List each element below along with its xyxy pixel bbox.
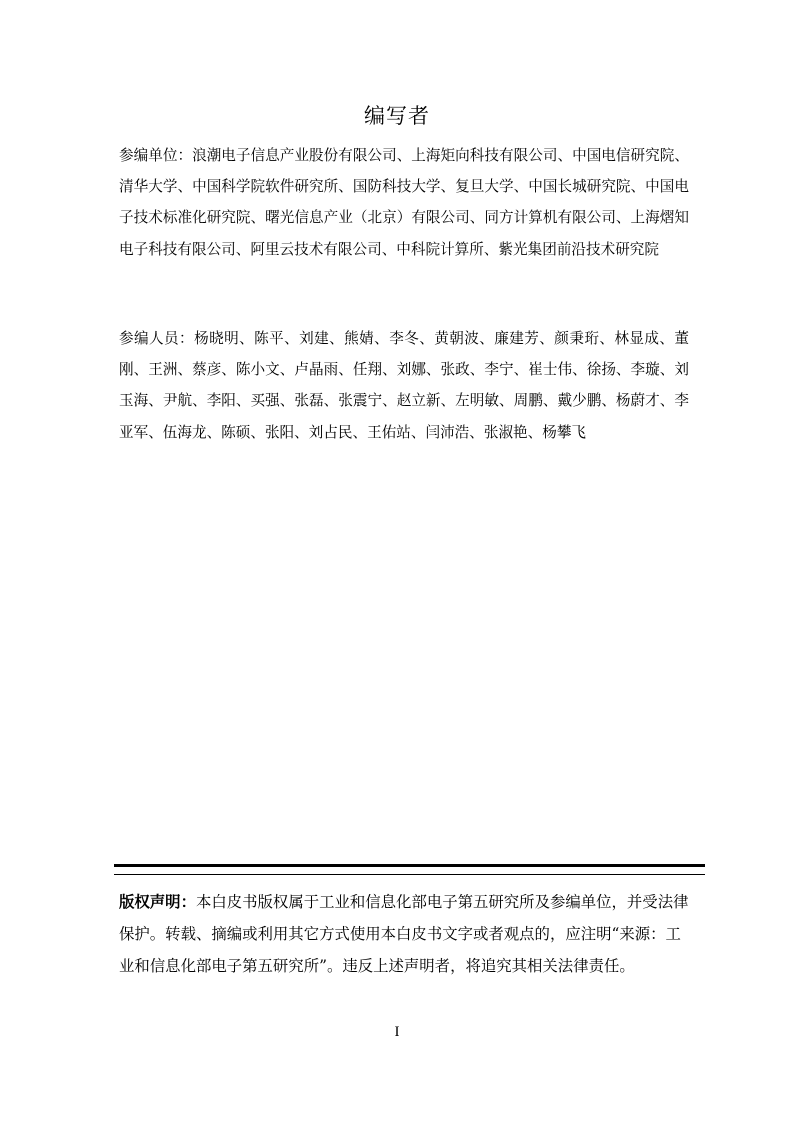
page-number: I [394,1024,400,1040]
participating-units-paragraph [119,140,689,265]
separator-thick-rule [114,864,705,867]
participating-members-label: 参编人员： [119,330,195,347]
separator-thin-rule [114,874,705,875]
copyright-text: 本白皮书版权属于工业和信息化部电子第五研究所及参编单位，并受法律保护。转载、摘编或利用其它方式使用本白皮书文字或者观点的，应注明“来源：工业和信息化部电子第五研究所”。违反上述声明者，将追究其相关法律责任。 [119,893,689,975]
page-title: 编写者 [364,104,430,128]
participating-members-text: 杨晓明、陈平、刘建、熊婧、李冬、黄朝波、廉建芳、颜秉珩、林显成、董刚、王洲、蔡彦、陈小文、卢晶雨、任翔、刘娜、张政、李宁、崔士伟、徐扬、李璇、刘玉海、尹航、李阳、买强、张磊、张震宁、赵立新、左明敏、周鹏、戴少鹏、杨蔚才、李亚军、伍海龙、陈硕、张阳、刘占民、王佑站、闫沛浩、张淑艳、杨攀飞 [119,330,689,441]
participating-units-label: 参编单位： [119,147,193,164]
copyright-notice [119,886,691,982]
participating-members-paragraph [119,323,689,448]
participating-units-text: 浪潮电子信息产业股份有限公司、上海矩向科技有限公司、中国电信研究院、清华大学、中国科学院软件研究所、国防科技大学、复旦大学、中国长城研究院、中国电子技术标准化研究院、曙光信息产业（北京）有限公司、同方计算机有限公司、上海熠知电子科技有限公司、阿里云技术有限公司、中科院计算所、紫光集团前沿技术研究院 [119,147,689,258]
copyright-label: 版权声明： [119,893,196,911]
